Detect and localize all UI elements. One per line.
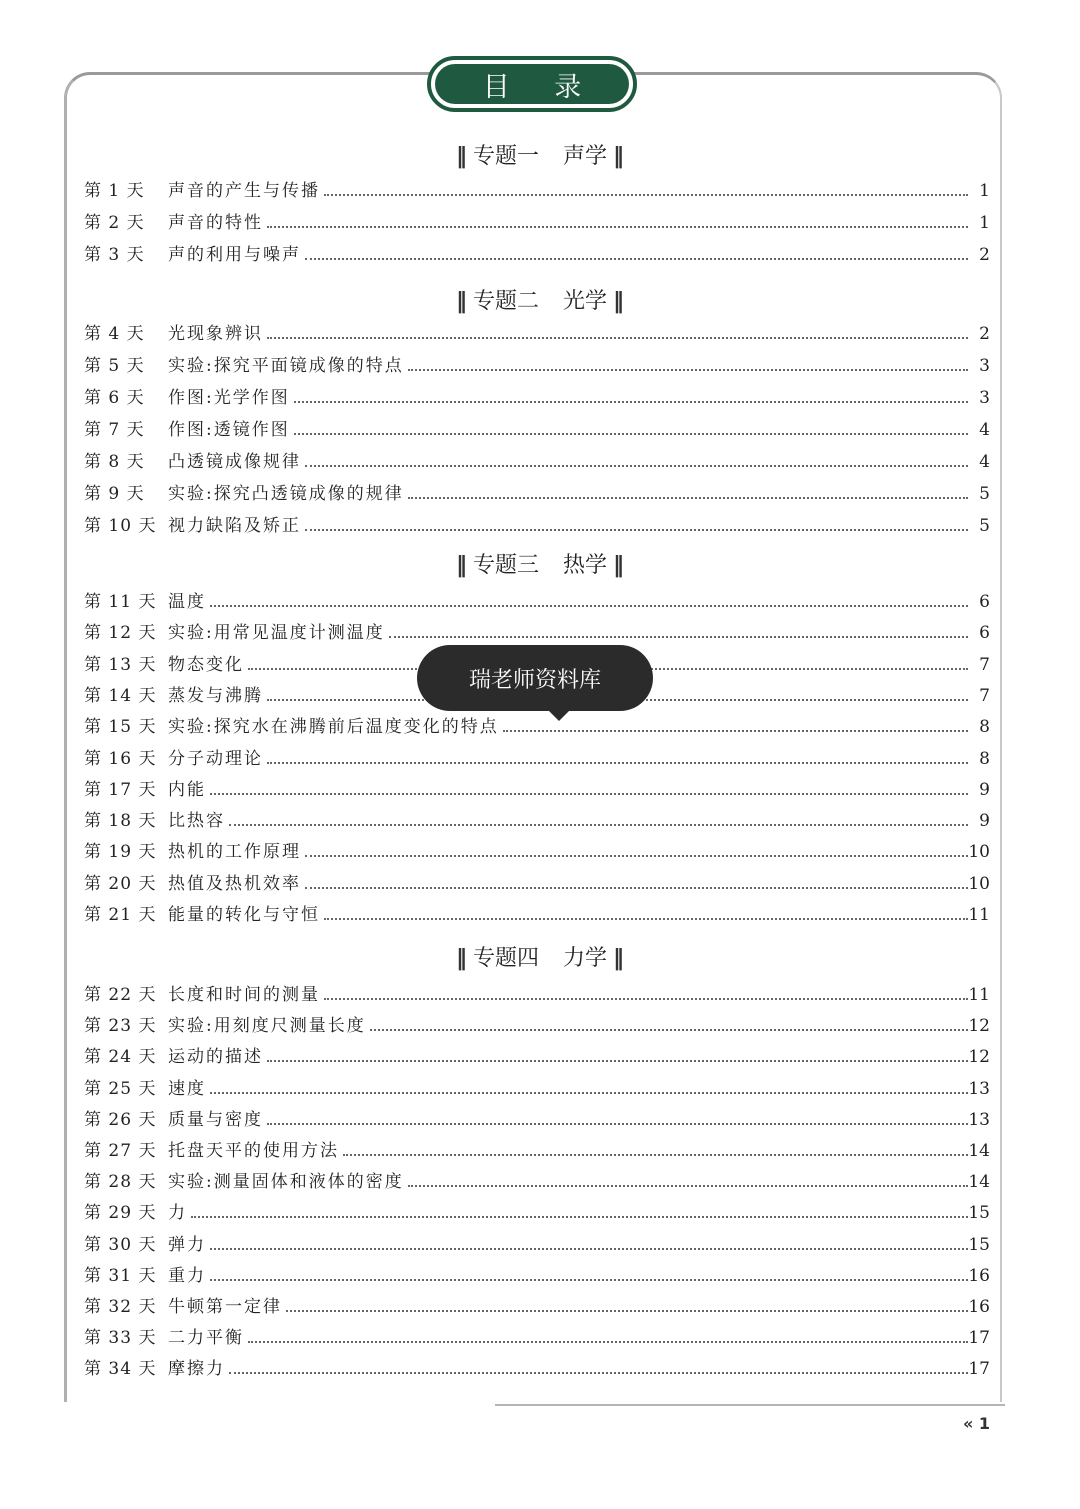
toc-entry-title: 实验:探究水在沸腾前后温度变化的特点 (168, 717, 499, 738)
toc-entry[interactable] (84, 711, 990, 739)
toc-entry[interactable] (84, 617, 990, 645)
toc-entry-title: 长度和时间的测量 (168, 985, 320, 1005)
section-number: 专题一 (472, 144, 539, 169)
dotted-leader (191, 1215, 968, 1218)
toc-entry[interactable] (84, 805, 990, 833)
toc-entry-day: 第 28 天 (84, 1172, 157, 1193)
dotted-leader (286, 1309, 968, 1312)
toc-entry-page: 15 (968, 1203, 990, 1224)
dotted-leader (210, 792, 968, 795)
toc-entry-title: 光现象辨识 (168, 324, 263, 344)
toc-entry[interactable] (84, 899, 990, 927)
toc-entry-page: 1 (979, 181, 990, 201)
toc-entry-page: 17 (968, 1359, 990, 1380)
toc-entry-title: 热值及热机效率 (168, 873, 301, 894)
toc-entry-page: 14 (968, 1172, 990, 1193)
section-heading (0, 142, 1080, 172)
toc-entry-day: 第 30 天 (84, 1234, 157, 1255)
toc-entry[interactable] (84, 1010, 990, 1038)
toc-entry-page: 4 (979, 452, 990, 472)
toc-entry-title: 二力平衡 (168, 1328, 244, 1349)
toc-entry[interactable] (84, 1229, 990, 1257)
toc-title-badge (427, 56, 637, 112)
toc-entry-day: 第 15 天 (84, 717, 157, 738)
section-heading (0, 944, 1080, 974)
toc-entry-day: 第 18 天 (84, 811, 157, 832)
toc-entry-title: 比热容 (168, 811, 225, 832)
section-heading (0, 551, 1080, 581)
dotted-leader (294, 432, 968, 435)
dotted-leader (305, 886, 968, 889)
dotted-leader (324, 917, 968, 920)
toc-entry-page: 14 (968, 1141, 990, 1161)
watermark-text: 瑞老师资料库 (468, 667, 601, 693)
toc-entry-title: 摩擦力 (168, 1359, 225, 1380)
toc-entry-title: 视力缺陷及矫正 (168, 516, 301, 536)
toc-entry-day: 第 17 天 (84, 779, 157, 800)
toc-entry-day: 第 2 天 (84, 213, 145, 233)
toc-entry-page: 11 (968, 905, 990, 925)
toc-entry-page: 2 (979, 245, 990, 265)
toc-entry-day: 第 19 天 (84, 842, 157, 863)
toc-entry-title: 分子动理论 (168, 748, 263, 769)
toc-entry-title: 实验:探究凸透镜成像的规律 (168, 484, 404, 504)
heading-bar-right: ‖ (613, 144, 625, 169)
toc-entry-title: 声音的特性 (168, 213, 263, 233)
toc-entry-page: 13 (968, 1078, 990, 1099)
toc-entry-page: 5 (979, 516, 990, 536)
toc-entry-day: 第 32 天 (84, 1297, 157, 1317)
toc-entry-page: 9 (979, 779, 990, 800)
toc-entry-page: 3 (979, 356, 990, 376)
section-number: 专题四 (472, 946, 539, 971)
toc-entry-title: 实验:用常见温度计测温度 (168, 623, 385, 644)
toc-entry-day: 第 11 天 (84, 592, 157, 612)
dotted-leader (324, 193, 968, 196)
toc-entry-day: 第 9 天 (84, 484, 145, 504)
toc-entry-day: 第 23 天 (84, 1016, 157, 1037)
toc-entry-day: 第 10 天 (84, 516, 157, 536)
page-title: 目 录 (435, 64, 629, 104)
toc-entry-page: 12 (968, 1016, 990, 1037)
toc-entry[interactable] (84, 586, 990, 614)
toc-entry-title: 牛顿第一定律 (168, 1297, 282, 1317)
toc-entry-title: 声的利用与噪声 (168, 245, 301, 265)
toc-entry[interactable] (84, 318, 990, 346)
toc-entry-title: 质量与密度 (168, 1109, 263, 1130)
toc-entry-title: 作图:光学作图 (168, 388, 290, 408)
toc-entry-title: 托盘天平的使用方法 (168, 1141, 339, 1161)
toc-entry-title: 能量的转化与守恒 (168, 905, 320, 925)
toc-entry-title: 内能 (168, 779, 206, 800)
toc-entry-page: 11 (968, 985, 990, 1005)
footer-page-number: 1 (978, 1414, 990, 1433)
toc-entry-title: 温度 (168, 592, 206, 612)
toc-entry-page: 7 (979, 654, 990, 675)
toc-entry-page: 15 (968, 1234, 990, 1255)
section-name: 力学 (563, 946, 608, 971)
dotted-leader (305, 464, 968, 467)
toc-entry[interactable] (84, 743, 990, 771)
toc-entry-page: 1 (979, 213, 990, 233)
toc-entry-day: 第 16 天 (84, 748, 157, 769)
dotted-leader (343, 1153, 968, 1156)
toc-entry-title: 弹力 (168, 1234, 206, 1255)
section-number: 专题三 (472, 553, 539, 578)
toc-entry[interactable] (84, 414, 990, 442)
dotted-leader (408, 496, 968, 499)
toc-entry-day: 第 33 天 (84, 1328, 157, 1349)
toc-entry[interactable] (84, 478, 990, 506)
toc-entry[interactable] (84, 868, 990, 896)
toc-entry-page: 6 (979, 623, 990, 644)
dotted-leader (267, 1059, 968, 1062)
dotted-leader (267, 336, 968, 339)
toc-entry-title: 热机的工作原理 (168, 842, 301, 863)
dotted-leader (248, 1340, 968, 1343)
dotted-leader (389, 635, 968, 638)
watermark-tail (547, 709, 571, 721)
toc-entry-day: 第 3 天 (84, 245, 145, 265)
footer-arrow-icon: « (962, 1414, 974, 1433)
toc-entry-page: 8 (979, 717, 990, 738)
section-number: 专题二 (472, 289, 539, 314)
toc-entry-page: 13 (968, 1109, 990, 1130)
dotted-leader (229, 1371, 968, 1374)
section-heading (0, 287, 1080, 317)
dotted-leader (370, 1028, 968, 1031)
toc-entry-day: 第 34 天 (84, 1359, 157, 1380)
toc-entry-title: 实验:用刻度尺测量长度 (168, 1016, 366, 1037)
toc-entry-title: 实验:探究平面镜成像的特点 (168, 356, 404, 376)
dotted-leader (305, 257, 968, 260)
toc-entry-day: 第 24 天 (84, 1047, 157, 1068)
toc-entry-title: 速度 (168, 1078, 206, 1099)
toc-entry-title: 声音的产生与传播 (168, 181, 320, 201)
dotted-leader (294, 400, 968, 403)
toc-entry-title: 重力 (168, 1265, 206, 1286)
toc-entry-page: 6 (979, 592, 990, 612)
dotted-leader (408, 1184, 968, 1187)
toc-entry[interactable] (84, 350, 990, 378)
toc-entry[interactable] (84, 774, 990, 802)
dotted-leader (267, 761, 968, 764)
toc-entry-day: 第 12 天 (84, 623, 157, 644)
section-name: 声学 (563, 144, 608, 169)
dotted-leader (267, 1122, 968, 1125)
dotted-leader (305, 528, 968, 531)
dotted-leader (305, 854, 968, 857)
toc-entry[interactable] (84, 1104, 990, 1132)
heading-bar-left: ‖ (455, 289, 467, 314)
dotted-leader (210, 1247, 968, 1250)
toc-entry-page: 3 (979, 388, 990, 408)
toc-entry-title: 力 (168, 1203, 187, 1224)
toc-entry-page: 2 (979, 324, 990, 344)
toc-entry[interactable] (84, 979, 990, 1007)
dotted-leader (210, 1278, 968, 1281)
heading-bar-left: ‖ (455, 553, 467, 578)
toc-entry-day: 第 8 天 (84, 452, 145, 472)
heading-bar-right: ‖ (613, 289, 625, 314)
toc-entry-day: 第 26 天 (84, 1109, 157, 1130)
toc-entry-day: 第 20 天 (84, 873, 157, 894)
toc-entry[interactable] (84, 510, 990, 538)
dotted-leader (267, 225, 968, 228)
toc-entry[interactable] (84, 1197, 990, 1225)
toc-entry-day: 第 5 天 (84, 356, 145, 376)
toc-entry-day: 第 14 天 (84, 685, 157, 706)
toc-entry[interactable] (84, 1041, 990, 1069)
toc-entry[interactable] (84, 207, 990, 235)
toc-entry[interactable] (84, 1166, 990, 1194)
dotted-leader (210, 604, 968, 607)
toc-entry[interactable] (84, 1322, 990, 1350)
toc-entry-page: 10 (968, 873, 990, 894)
toc-entry-day: 第 29 天 (84, 1203, 157, 1224)
toc-entry-page: 17 (968, 1328, 990, 1349)
toc-entry-page: 10 (968, 842, 990, 863)
dotted-leader (229, 823, 968, 826)
toc-entry[interactable] (84, 1260, 990, 1288)
toc-entry-title: 作图:透镜作图 (168, 420, 290, 440)
toc-entry[interactable] (84, 239, 990, 267)
section-name: 热学 (563, 553, 608, 578)
toc-entry-page: 16 (968, 1297, 990, 1317)
toc-entry-title: 蒸发与沸腾 (168, 685, 263, 706)
heading-bar-left: ‖ (455, 946, 467, 971)
toc-entry-day: 第 31 天 (84, 1265, 157, 1286)
dotted-leader (210, 1091, 968, 1094)
toc-entry[interactable] (84, 1135, 990, 1163)
toc-entry-page: 12 (968, 1047, 990, 1068)
toc-entry-day: 第 7 天 (84, 420, 145, 440)
toc-entry-page: 16 (968, 1265, 990, 1286)
toc-entry[interactable] (84, 1353, 990, 1381)
toc-entry-page: 5 (979, 484, 990, 504)
toc-entry-title: 实验:测量固体和液体的密度 (168, 1172, 404, 1193)
toc-entry-page: 9 (979, 811, 990, 832)
dotted-leader (503, 729, 968, 732)
watermark-bubble (417, 645, 653, 711)
toc-entry-day: 第 22 天 (84, 985, 157, 1005)
toc-entry[interactable] (84, 382, 990, 410)
toc-entry-day: 第 6 天 (84, 388, 145, 408)
toc-entry-day: 第 25 天 (84, 1078, 157, 1099)
toc-entry-day: 第 13 天 (84, 654, 157, 675)
toc-entry-title: 运动的描述 (168, 1047, 263, 1068)
toc-entry[interactable] (84, 175, 990, 203)
page-footer (963, 1414, 990, 1433)
toc-entry-page: 7 (979, 685, 990, 706)
toc-entry[interactable] (84, 446, 990, 474)
dotted-leader (324, 997, 968, 1000)
toc-entry-day: 第 27 天 (84, 1141, 157, 1161)
toc-entry-day: 第 1 天 (84, 181, 145, 201)
section-name: 光学 (563, 289, 608, 314)
dotted-leader (408, 368, 968, 371)
toc-entry-page: 4 (979, 420, 990, 440)
heading-bar-left: ‖ (455, 144, 467, 169)
toc-entry-title: 凸透镜成像规律 (168, 452, 301, 472)
toc-entry-title: 物态变化 (168, 654, 244, 675)
toc-entry-page: 8 (979, 748, 990, 769)
heading-bar-right: ‖ (613, 946, 625, 971)
heading-bar-right: ‖ (613, 553, 625, 578)
toc-entry[interactable] (84, 836, 990, 864)
toc-entry[interactable] (84, 1073, 990, 1101)
bottom-divider (495, 1404, 1005, 1406)
toc-entry-day: 第 4 天 (84, 324, 145, 344)
toc-entry-day: 第 21 天 (84, 905, 157, 925)
toc-entry[interactable] (84, 1291, 990, 1319)
